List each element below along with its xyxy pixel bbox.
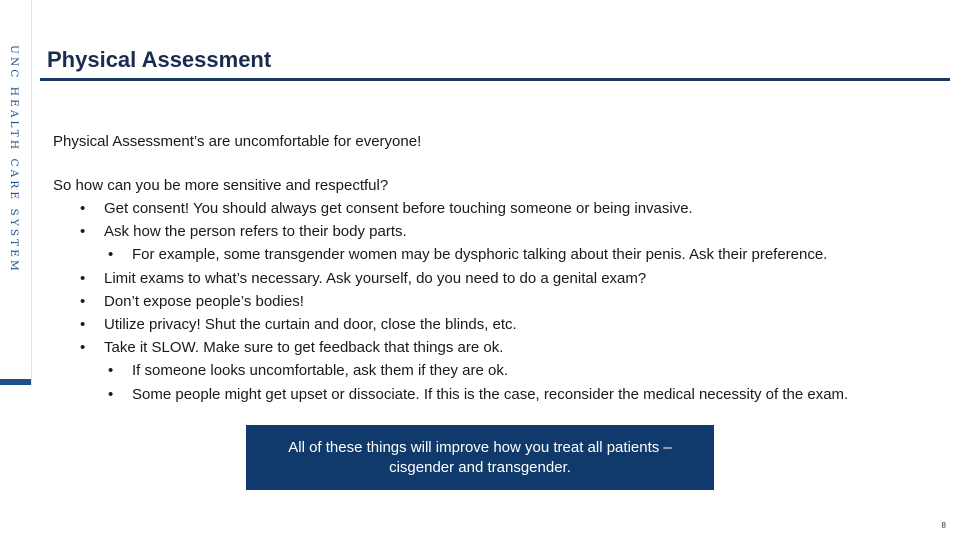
bullet-text: Take it SLOW. Make sure to get feedback that things are ok. bbox=[104, 339, 504, 357]
bullet-text: Some people might get upset or dissociate. If this is the case, reconsider the medical necessity of the exam. bbox=[132, 385, 849, 403]
bullet-item bbox=[80, 222, 848, 245]
sub-bullet-item bbox=[80, 361, 848, 384]
bullet-dot-icon: • bbox=[80, 339, 86, 357]
bullet-text: Utilize privacy! Shut the curtain and door, close the blinds, etc. bbox=[104, 315, 517, 333]
bullet-item bbox=[80, 199, 848, 222]
bullet-text: Ask how the person refers to their body parts. bbox=[104, 223, 407, 241]
sub-bullet-item bbox=[80, 385, 848, 408]
bullet-text: Don’t expose people’s bodies! bbox=[104, 292, 304, 310]
bullet-text: Limit exams to what’s necessary. Ask yourself, do you need to do a genital exam? bbox=[104, 269, 647, 287]
callout-line-1: All of these things will improve how you treat all patients – bbox=[288, 438, 672, 456]
bullet-item bbox=[80, 315, 848, 338]
bullet-item bbox=[80, 338, 848, 361]
callout-box bbox=[246, 425, 714, 490]
bullet-item bbox=[80, 269, 848, 292]
callout-text bbox=[288, 438, 672, 478]
bullet-item bbox=[80, 292, 848, 315]
page-number: 8 bbox=[941, 521, 946, 530]
bullet-dot-icon: • bbox=[108, 246, 114, 264]
brand-sidebar bbox=[0, 0, 32, 385]
bullet-dot-icon: • bbox=[80, 315, 86, 333]
title-divider bbox=[40, 78, 950, 81]
sidebar-accent-bar bbox=[0, 379, 31, 385]
bullet-text: For example, some transgender women may be dysphoric talking about their penis. Ask their preference. bbox=[132, 246, 828, 264]
slide-title: Physical Assessment bbox=[47, 47, 272, 72]
bullet-text: Get consent! You should always get consent before touching someone or being invasive. bbox=[104, 200, 693, 217]
bullet-dot-icon: • bbox=[80, 269, 86, 287]
brand-vertical-text: UNC HEALTH CARE SYSTEM bbox=[8, 45, 20, 274]
bullet-dot-icon: • bbox=[108, 362, 114, 380]
bullet-dot-icon: • bbox=[80, 292, 86, 310]
intro-text: Physical Assessment’s are uncomfortable for everyone! bbox=[53, 133, 422, 150]
tips-list bbox=[80, 199, 848, 408]
question-text: So how can you be more sensitive and respectful? bbox=[53, 177, 389, 194]
callout-line-2: cisgender and transgender. bbox=[389, 458, 571, 476]
bullet-dot-icon: • bbox=[108, 385, 114, 403]
sub-bullet-item bbox=[80, 245, 848, 268]
bullet-dot-icon: • bbox=[80, 200, 86, 217]
bullet-text: If someone looks uncomfortable, ask them if they are ok. bbox=[132, 362, 509, 380]
bullet-dot-icon: • bbox=[80, 223, 86, 241]
